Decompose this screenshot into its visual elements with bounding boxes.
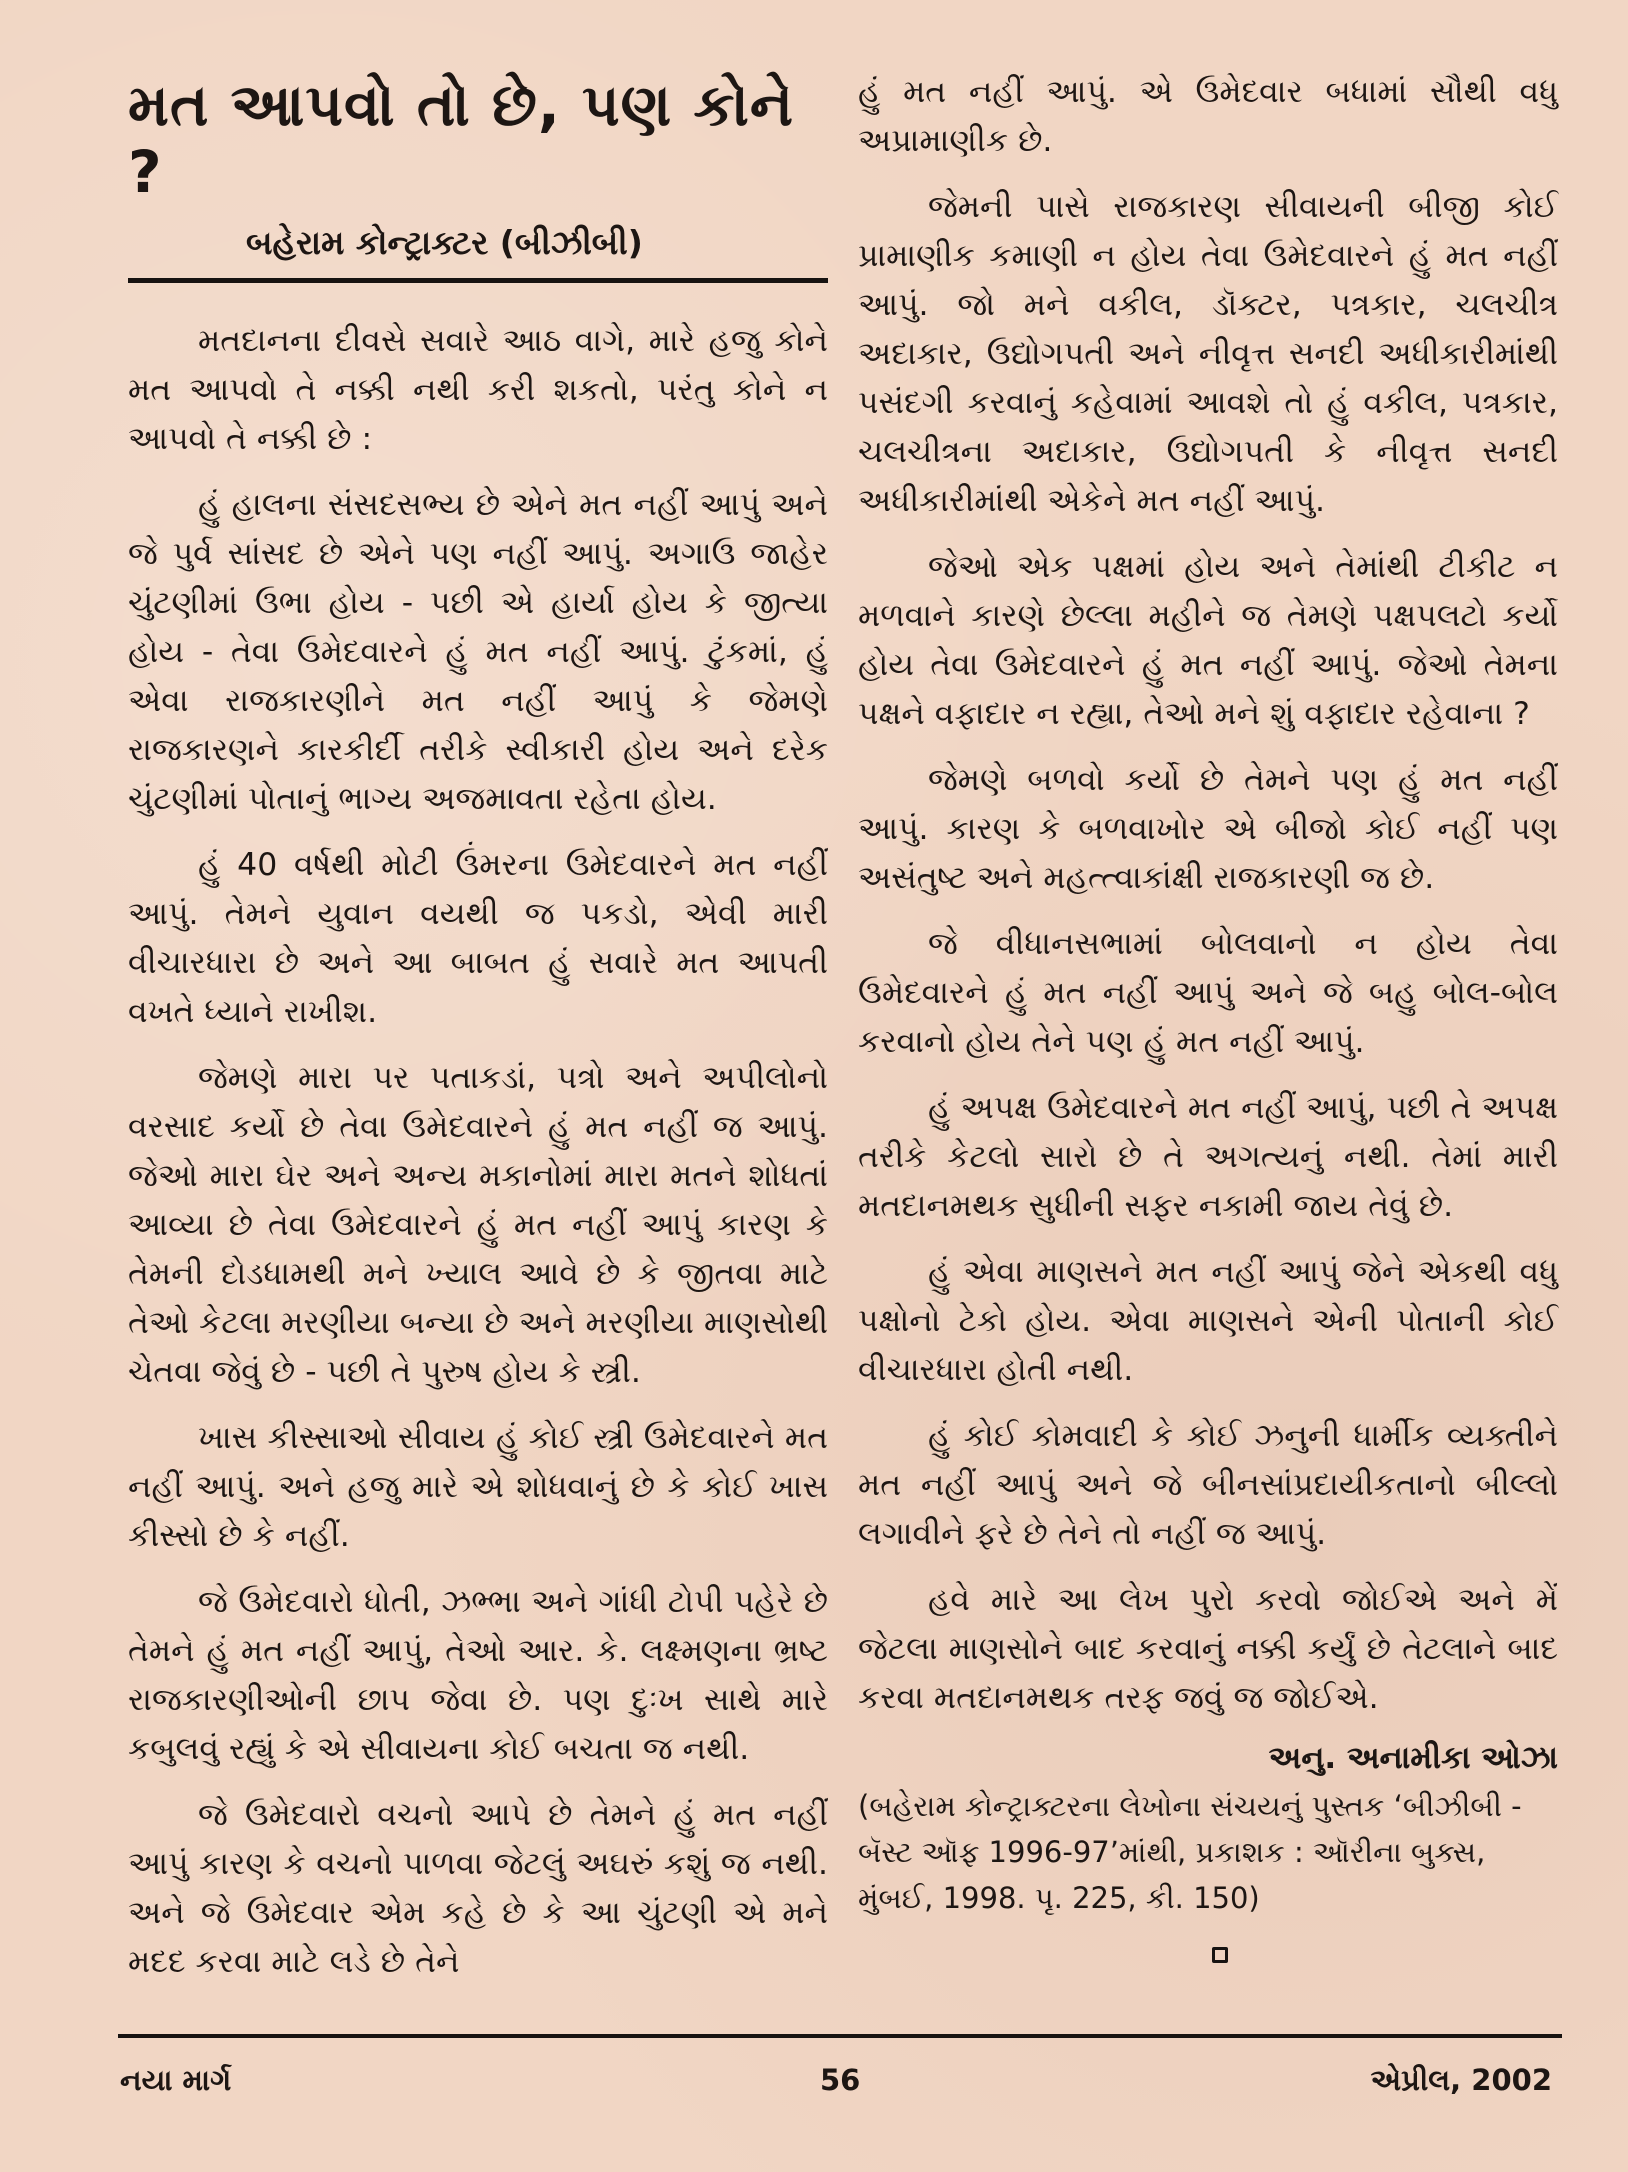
body-paragraph: જે ઉમેદવારો વચનો આપે છે તેમને હું મત નહીં આપું કારણ કે વચનો પાળવા જેટલું અઘરું કશું જ નથી. અને જે ઉમેદવાર એમ કહે છે કે આ ચુંટણી એ મને મદદ કરવા માટે લડે છે તેને [128,1797,828,1981]
translator-credit: અનુ. અનામીકા ઓઝા [1268,1740,1558,1776]
footer-rule [118,2034,1562,2038]
body-paragraph: જેમની પાસે રાજકારણ સીવાયની બીજી કોઈ પ્રામાણીક કમાણી ન હોય તેવા ઉમેદવારને હું મત નહીં આપું. જો મને વકીલ, ડૉક્ટર, પત્રકાર, ચલચીત્ર અદાકાર, ઉદ્યોગપતી અને નીવૃત્ત સનદી અધીકારીમાંથી પસંદગી કરવાનું કહેવામાં આવશે તો હું વકીલ, પત્રકાર, ચલચીત્રના અદાકાર, ઉદ્યોગપતી કે નીવૃત્ત સનદી અધીકારીમાંથી એકેને મત નહીં આપું. [858,189,1558,519]
body-paragraph: જેમણે બળવો કર્યો છે તેમને પણ હું મત નહીં આપું. કારણ કે બળવાખોર એ બીજો કોઈ નહીં પણ અસંતુષ્ટ અને મહત્ત્વાકાંક્ષી રાજકારણી જ છે. [858,762,1558,896]
right-column [858,68,1558,1963]
body-paragraph: હું કોઈ કોમવાદી કે કોઈ ઝનુની ધાર્મીક વ્યક્તીને મત નહીં આપું અને જે બીનસાંપ્રદાયીકતાનો બીલ્લો લગાવીને ફરે છે તેને તો નહીં જ આપું. [858,1418,1558,1552]
source-note: (બહેરામ કોન્ટ્રાક્ટરના લેખોના સંચયનું પુસ્તક ‘બીઝીબી - બૅસ્ટ ઑફ 1996-97’માંથી, પ્રકાશક : ઑરીના બુક્સ, મુંબઈ, 1998. પૃ. 225, કી. 150) [858,1789,1522,1916]
body-paragraph: હું અપક્ષ ઉમેદવારને મત નહીં આપું, પછી તે અપક્ષ તરીકે કેટલો સારો છે તે અગત્યનું નથી. તેમાં મારી મતદાનમથક સુધીની સફર નકામી જાય તેવું છે. [858,1090,1558,1224]
body-paragraph: હું 40 વર્ષથી મોટી ઉંમરના ઉમેદવારને મત નહીં આપું. તેમને યુવાન વયથી જ પકડો, એવી મારી વીચારધારા છે અને આ બાબત હું સવારે મત આપતી વખતે ધ્યાને રાખીશ. [128,847,828,1031]
body-paragraph: ખાસ કીસ્સાઓ સીવાય હું કોઈ સ્ત્રી ઉમેદવારને મત નહીં આપું. અને હજુ મારે એ શોધવાનું છે કે કોઈ ખાસ કીસ્સો છે કે નહીં. [128,1420,828,1555]
body-paragraph: મતદાનના દીવસે સવારે આઠ વાગે, મારે હજુ કોને મત આપવો તે નક્કી નથી કરી શકતો, પરંતુ કોને ન આપવો તે નક્કી છે : [128,323,828,458]
issue-date: એપ્રીલ, 2002 [1370,2063,1552,2097]
body-paragraph: હું હાલના સંસદસભ્ય છે એને મત નહીં આપું અને જે પુર્વ સાંસદ છે એને પણ નહીં આપું. અગાઉ જાહેર ચુંટણીમાં ઉભા હોય - પછી એ હાર્યા હોય કે જીત્યા હોય - તેવા ઉમેદવારને હું મત નહીં આપું. ટુંકમાં, હું એવા રાજકારણીને મત નહીં આપું કે જેમણે રાજકારણને કારકીર્દી તરીકે સ્વીકારી હોય અને દરેક ચુંટણીમાં પોતાનું ભાગ્ય અજમાવતા રહેતા હોય. [128,487,828,818]
body-paragraph: જેમણે મારા પર પતાકડાં, પત્રો અને અપીલોનો વરસાદ કર્યો છે તેવા ઉમેદવારને હું મત નહીં જ આપું. જેઓ મારા ઘેર અને અન્ય મકાનોમાં મારા મતને શોધતાં આવ્યા છે તેવા ઉમેદવારને હું મત નહીં આપું કારણ કે તેમની દોડધામથી મને ખ્યાલ આવે છે કે જીતવા માટે તેઓ કેટલા મરણીયા બન્યા છે અને મરણીયા માણસોથી ચેતવા જેવું છે - પછી તે પુરુષ હોય કે સ્ત્રી. [128,1060,828,1391]
title-underline [128,278,828,283]
continued-paragraph: હું મત નહીં આપું. એ ઉમેદવાર બધામાં સૌથી વધુ અપ્રામાણીક છે. [858,74,1558,159]
left-column [128,72,828,2004]
page-number: 56 [820,2063,861,2097]
magazine-name: નયા માર્ગ [120,2063,232,2097]
body-paragraph: જેઓ એક પક્ષમાં હોય અને તેમાંથી ટીકીટ ન મળવાને કારણે છેલ્લા મહીને જ તેમણે પક્ષપલટો કર્યો હોય તેવા ઉમેદવારને હું મત નહીં આપું. જેઓ તેમના પક્ષને વફાદાર ન રહ્યા, તેઓ મને શું વફાદાર રહેવાના ? [858,549,1558,732]
article-title: મત આપવો તો છે, પણ કોને ? [128,71,795,207]
left-column-text [128,317,828,1987]
right-column-text [858,68,1558,1723]
body-paragraph: જે વીધાનસભામાં બોલવાનો ન હોય તેવા ઉમેદવારને હું મત નહીં આપું અને જે બહુ બોલ-બોલ કરવાનો હોય તેને પણ હું મત નહીં આપું. [858,926,1558,1060]
article-author: બહેરામ કોન્ટ્રાક્ટર (બીઝીબી) [246,222,643,262]
body-paragraph: હવે મારે આ લેખ પુરો કરવો જોઈએ અને મેં જેટલા માણસોને બાદ કરવાનું નક્કી કર્યું છે તેટલાને બાદ કરવા મતદાનમથક તરફ જવું જ જોઈએ. [858,1582,1558,1716]
end-mark-icon [1212,1947,1228,1963]
body-paragraph: હું એવા માણસને મત નહીં આપું જેને એકથી વધુ પક્ષોનો ટેકો હોય. એવા માણસને એની પોતાની કોઈ વીચારધારા હોતી નથી. [858,1254,1558,1388]
body-paragraph: જે ઉમેદવારો ધોતી, ઝભ્ભા અને ગાંધી ટોપી પહેરે છે તેમને હું મત નહીં આપું, તેઓ આર. કે. લક્ષ્મણના ભ્રષ્ટ રાજકારણીઓની છાપ જેવા છે. પણ દુઃખ સાથે મારે કબુલવું રહ્યું કે એ સીવાયના કોઈ બચતા જ નથી. [128,1584,828,1768]
